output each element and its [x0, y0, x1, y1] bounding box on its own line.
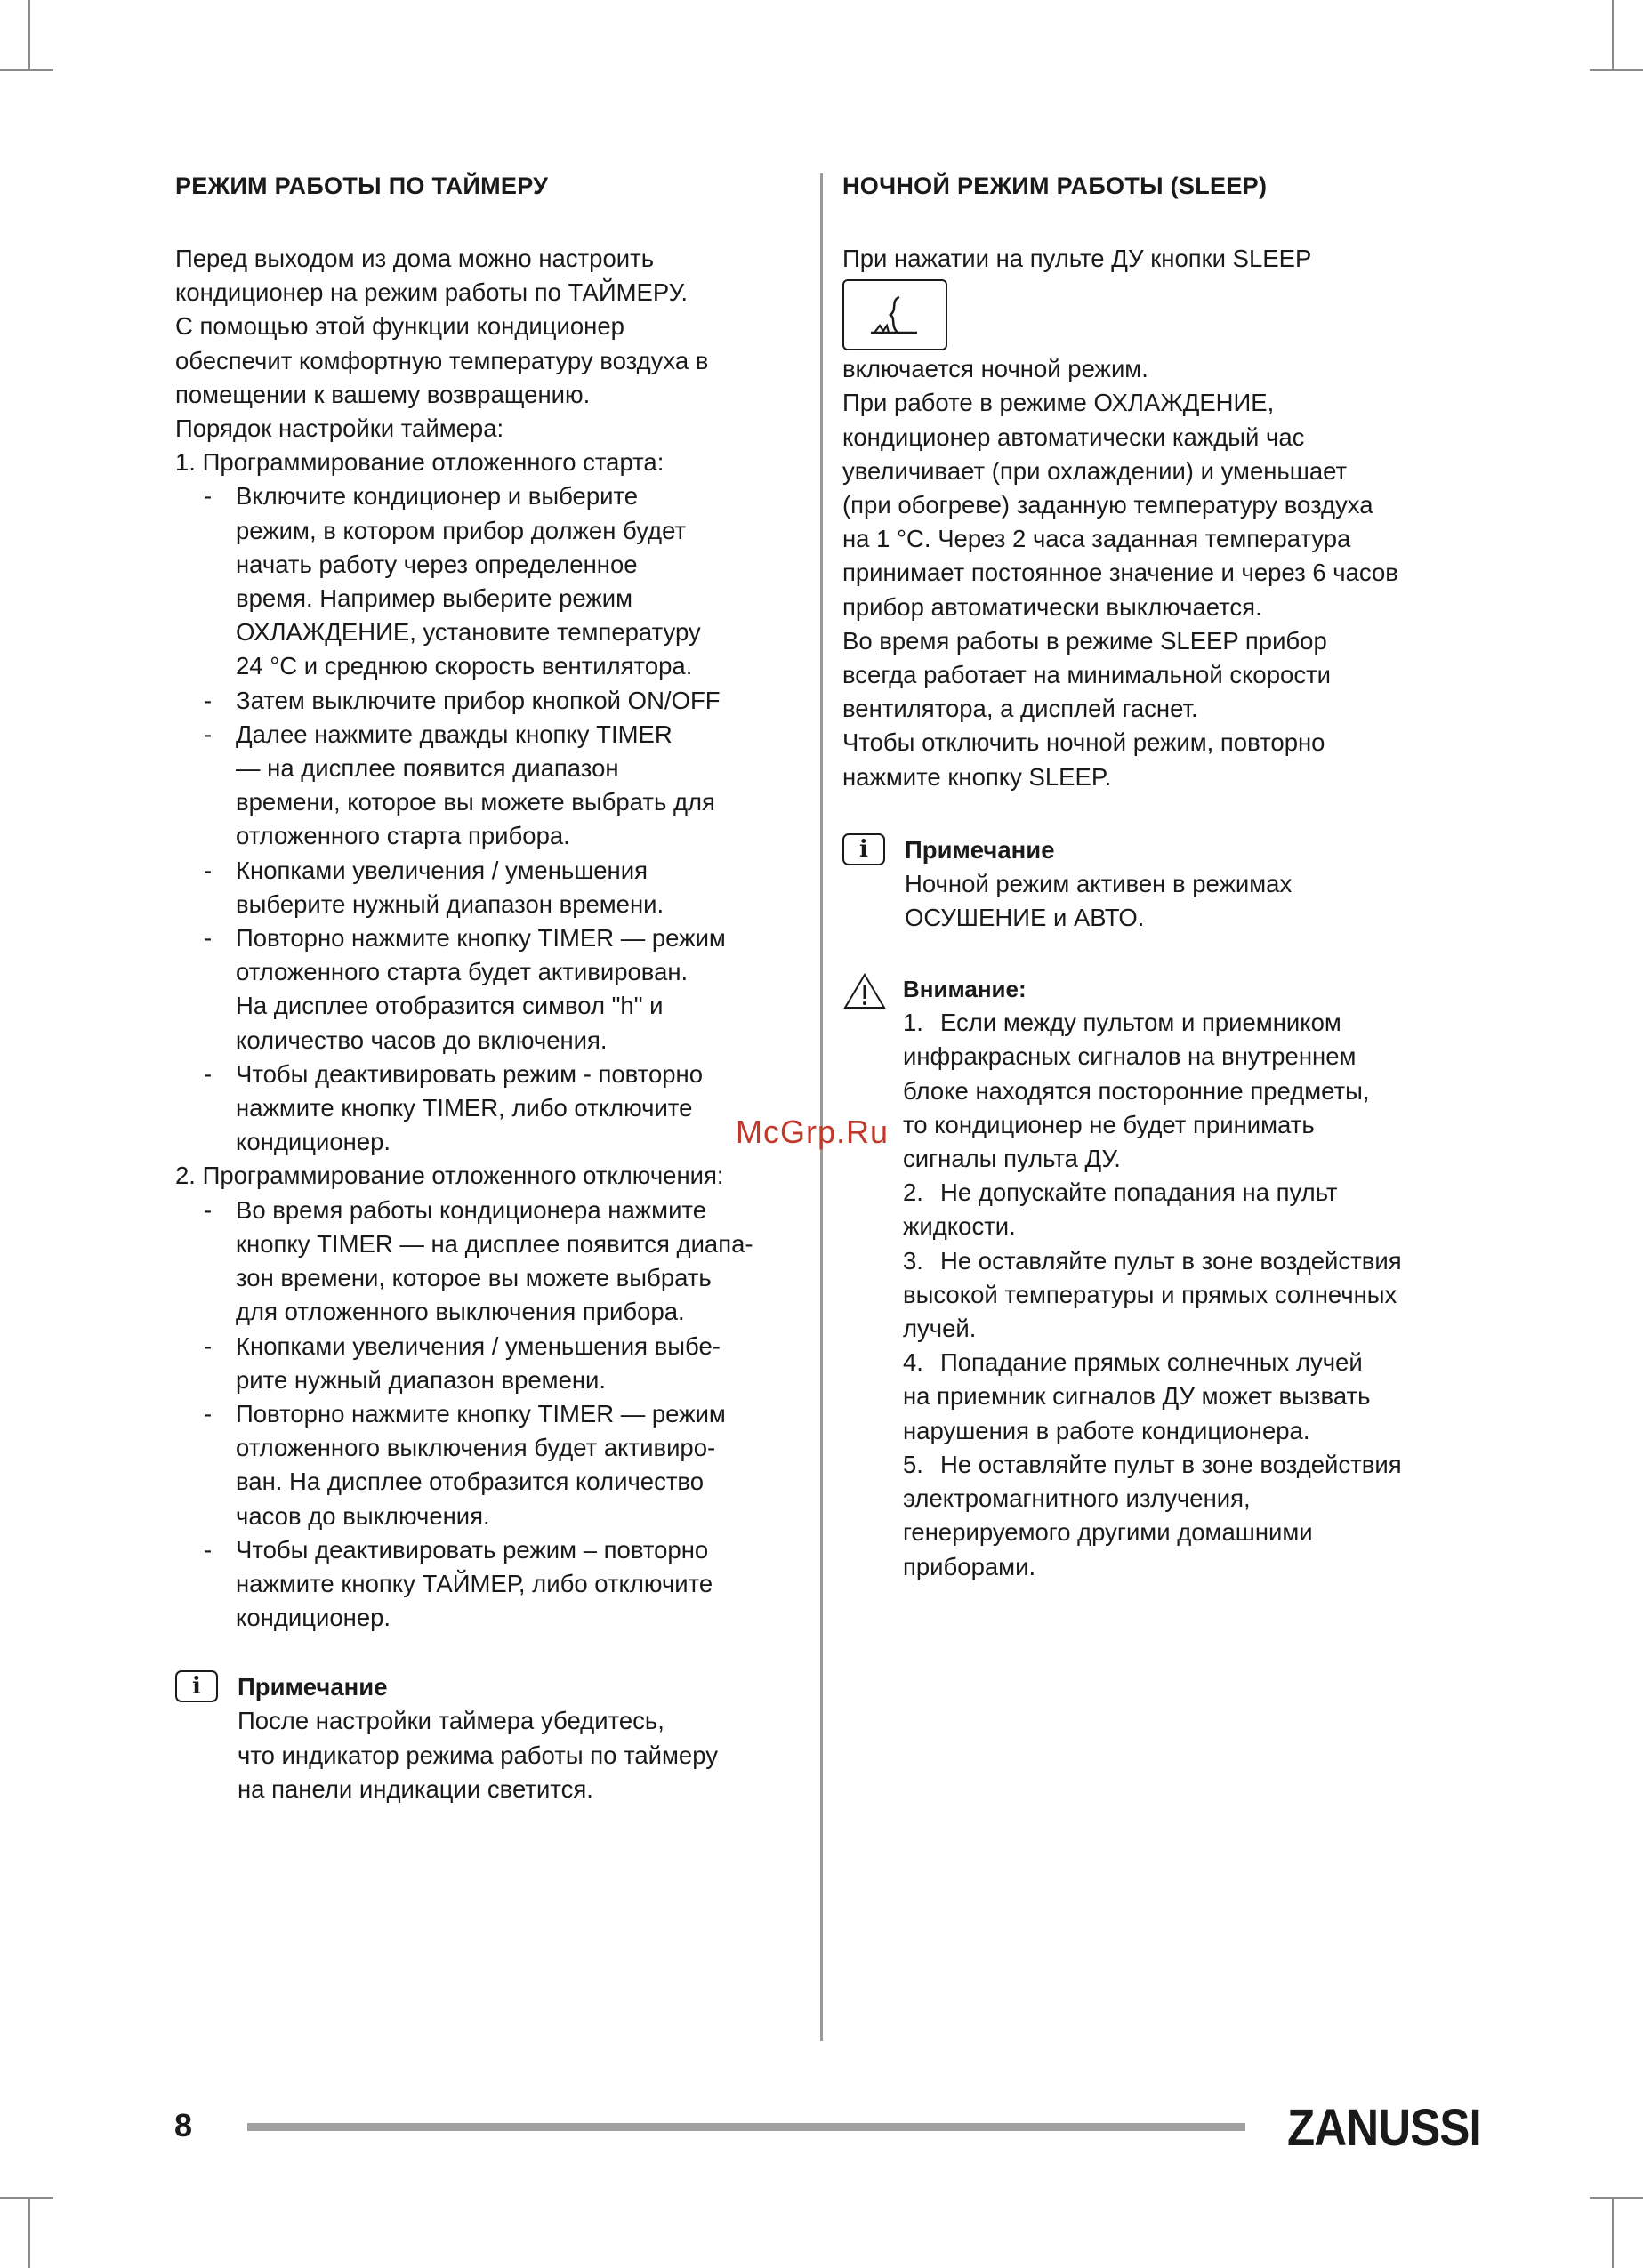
warning-item — [903, 1346, 1465, 1448]
list-item-line: рите нужный диапазон времени. — [236, 1365, 607, 1394]
note-line: Ночной режим активен в режимах — [905, 869, 1293, 897]
list-item — [175, 1330, 802, 1397]
body-line: прибор автоматически выключается. — [842, 592, 1262, 621]
delayed-start-title: 1. Программирование отложенного старта: — [175, 448, 664, 477]
list-item — [175, 1533, 802, 1636]
list-item-line: Повторно нажмите кнопку TIMER — режим — [236, 924, 726, 953]
intro-line: Перед выходом из дома можно настроить — [175, 245, 655, 272]
warning-line: высокой температуры и прямых солнечных — [903, 1280, 1397, 1308]
bullet-dash: - — [204, 686, 213, 714]
list-item-line: Затем выключите прибор кнопкой ON/OFF — [236, 686, 721, 714]
right-column — [842, 169, 1465, 1584]
body-line: на 1 °С. Через 2 часа заданная температура — [842, 525, 1351, 553]
body-line: Чтобы отключить ночной режим, повторно — [842, 728, 1325, 757]
list-item-line: зон времени, которое вы можете выбрать — [236, 1264, 712, 1292]
body-line: (при обогреве) заданную температуру воздуха — [842, 491, 1373, 519]
list-item-line: отложенного выключения будет активиро- — [236, 1434, 716, 1462]
watermark: McGrp.Ru — [736, 1114, 890, 1150]
page-footer — [0, 2099, 1643, 2157]
list-item-line: количество часов до включения. — [236, 1025, 608, 1054]
sleep-intro: При нажатии на пульте ДУ кнопки SLEEP — [842, 245, 1312, 272]
list-item-line: Чтобы деактивировать режим – повторно — [236, 1535, 709, 1564]
warning-line: лучей. — [903, 1315, 977, 1343]
list-item-line: Включите кондиционер и выберите — [236, 482, 639, 511]
list-item-line: кондиционер. — [236, 1128, 391, 1156]
crop-mark — [1612, 0, 1614, 71]
list-item — [175, 921, 802, 1058]
crop-mark — [0, 2197, 53, 2199]
timer-note — [175, 1670, 802, 1806]
body-line: При работе в режиме ОХЛАЖДЕНИЕ, — [842, 389, 1275, 417]
crop-mark — [0, 69, 53, 71]
list-item-line: Кнопками увеличения / уменьшения выбе- — [236, 1331, 721, 1360]
delayed-stop-list — [175, 1194, 802, 1636]
warning-line: генерируемого другими домашними — [903, 1518, 1313, 1547]
list-item — [175, 718, 802, 854]
body-line: нажмите кнопку SLEEP. — [842, 762, 1112, 791]
warning-line: 3. Не оставляйте пульт в зоне воздействия — [903, 1244, 1465, 1278]
bullet-dash: - — [204, 1331, 213, 1360]
bullet-dash: - — [204, 1535, 213, 1564]
list-item-line: режим, в котором прибор должен будет — [236, 516, 687, 544]
body-line: увеличивает (при охлаждении) и уменьшает — [842, 456, 1348, 485]
warning-number: 3. — [903, 1246, 923, 1275]
list-item — [175, 1397, 802, 1533]
warning-line: сигналы пульта ДУ. — [903, 1145, 1121, 1173]
intro-line: кондиционер на режим работы по ТАЙМЕРУ. — [175, 278, 689, 307]
warning-line: 2. Не допускайте попадания на пульт — [903, 1176, 1465, 1210]
list-item-line: Далее нажмите дважды кнопку TIMER — [236, 720, 673, 748]
warning-number: 1. — [903, 1009, 923, 1037]
warning-item — [903, 1176, 1465, 1243]
note-title: Примечание — [905, 835, 1055, 864]
column-divider — [820, 173, 823, 2041]
list-item-line: кондиционер. — [236, 1604, 391, 1632]
warning-line: инфракрасных сигналов на внутреннем — [903, 1042, 1357, 1071]
warning-line: нарушения в работе кондиционера. — [903, 1416, 1310, 1444]
crop-mark — [28, 2197, 30, 2268]
warning-line: блоке находятся посторонние предметы, — [903, 1076, 1370, 1105]
crop-mark — [1612, 2197, 1614, 2268]
note-line: что индикатор режима работы по таймеру — [238, 1741, 718, 1769]
crop-mark — [1590, 69, 1643, 71]
bullet-dash: - — [204, 482, 213, 511]
note-body — [842, 867, 1465, 935]
warning-line: то кондиционер не будет принимать — [903, 1110, 1315, 1138]
bullet-dash: - — [204, 1399, 213, 1428]
left-column — [175, 169, 802, 1806]
body-line: Во время работы в режиме SLEEP прибор — [842, 626, 1327, 655]
warning-item — [903, 1006, 1465, 1176]
list-item-line: кнопку TIMER — на дисплее появится диапа- — [236, 1229, 753, 1258]
intro-line: С помощью этой функции кондиционер — [175, 312, 624, 341]
sleep-button-icon — [842, 279, 947, 350]
list-item-line: На дисплее отобразится символ "h" и — [236, 992, 664, 1020]
list-item-line: 24 °С и среднюю скорость вентилятора. — [236, 652, 693, 680]
list-item — [175, 854, 802, 921]
warning-line: 4. Попадание прямых солнечных лучей — [903, 1346, 1465, 1379]
bullet-dash: - — [204, 856, 213, 884]
info-icon: i — [175, 1670, 218, 1702]
note-line: После настройки таймера убедитесь, — [238, 1707, 664, 1735]
list-item — [175, 1058, 802, 1160]
bullet-dash: - — [204, 720, 213, 748]
sleep-symbol-icon — [844, 281, 946, 349]
timer-heading: РЕЖИМ РАБОТЫ ПО ТАЙМЕРУ — [175, 173, 549, 199]
list-item-line: часов до выключения. — [236, 1501, 490, 1530]
info-icon: i — [842, 833, 885, 865]
warning-icon — [842, 972, 887, 1011]
note-title: Примечание — [238, 1673, 388, 1701]
warning-item — [903, 1448, 1465, 1584]
list-item — [175, 684, 802, 718]
list-item-line: отложенного старта прибора. — [236, 822, 570, 850]
warning-line: приборами. — [903, 1552, 1036, 1580]
warning-line: 5. Не оставляйте пульт в зоне воздействия — [903, 1448, 1465, 1482]
sleep-body — [842, 352, 1465, 794]
list-item-line: начать работу через определенное — [236, 550, 638, 578]
intro-line: помещении к вашему возвращению. — [175, 380, 591, 408]
list-item-line: — на дисплее появится диапазон — [236, 754, 619, 783]
warning-title: Внимание: — [903, 976, 1027, 1003]
note-line: ОСУШЕНИЕ и АВТО. — [905, 904, 1145, 932]
sleep-note — [842, 833, 1465, 935]
warning-line: электромагнитного излучения, — [903, 1484, 1251, 1513]
list-item-line: Кнопками увеличения / уменьшения — [236, 856, 648, 884]
warning-block — [842, 972, 1465, 1583]
list-item-line: ван. На дисплее отобразится количество — [236, 1468, 705, 1496]
intro-line: обеспечит комфортную температуру воздуха в — [175, 346, 709, 374]
list-item-line: нажмите кнопку ТАЙМЕР, либо отключите — [236, 1569, 713, 1597]
brand-logo: ZANUSSI — [1287, 2099, 1481, 2157]
body-line: включается ночной режим. — [842, 355, 1148, 383]
list-item-line: выберите нужный диапазон времени. — [236, 889, 664, 918]
body-line: кондиционер автоматически каждый час — [842, 422, 1305, 451]
list-item-line: для отложенного выключения прибора. — [236, 1298, 685, 1326]
bullet-dash: - — [204, 924, 213, 953]
list-item-line: отложенного старта будет активирован. — [236, 958, 689, 986]
bullet-dash: - — [204, 1059, 213, 1088]
body-line: всегда работает на минимальной скорости — [842, 661, 1332, 689]
delayed-stop-title: 2. Программирование отложенного отключения: — [175, 1162, 724, 1190]
warning-line: жидкости. — [903, 1212, 1016, 1241]
intro-line: Порядок настройки таймера: — [175, 414, 504, 443]
warning-number: 4. — [903, 1348, 923, 1377]
delayed-start-list — [175, 479, 802, 1159]
body-line: вентилятора, а дисплей гаснет. — [842, 695, 1198, 723]
warning-number: 5. — [903, 1450, 923, 1478]
footer-rule — [247, 2123, 1245, 2131]
timer-intro — [175, 242, 802, 446]
list-item-line: Повторно нажмите кнопку TIMER — режим — [236, 1399, 726, 1428]
list-item — [175, 1194, 802, 1330]
list-item — [175, 479, 802, 683]
sleep-heading: НОЧНОЙ РЕЖИМ РАБОТЫ (SLEEP) — [842, 173, 1268, 199]
page-number: 8 — [174, 2107, 193, 2143]
bullet-dash: - — [204, 1195, 213, 1224]
warning-number: 2. — [903, 1178, 923, 1207]
list-item-line: Во время работы кондиционера нажмите — [236, 1195, 707, 1224]
crop-mark — [28, 0, 30, 71]
list-item-line: Чтобы деактивировать режим - повторно — [236, 1059, 704, 1088]
list-item-line: время. Например выберите режим — [236, 584, 633, 613]
crop-mark — [1590, 2197, 1643, 2199]
list-item-line: времени, которое вы можете выбрать для — [236, 788, 715, 816]
warning-list — [842, 1006, 1465, 1583]
warning-line: на приемник сигналов ДУ может вызвать — [903, 1382, 1371, 1411]
body-line: принимает постоянное значение и через 6 часов — [842, 559, 1398, 587]
note-line: на панели индикации светится. — [238, 1774, 593, 1803]
warning-item — [903, 1244, 1465, 1347]
note-body — [175, 1704, 802, 1806]
list-item-line: ОХЛАЖДЕНИЕ, установите температуру — [236, 618, 701, 647]
list-item-line: нажмите кнопку TIMER, либо отключите — [236, 1094, 693, 1122]
warning-line: 1. Если между пультом и приемником — [903, 1006, 1465, 1040]
